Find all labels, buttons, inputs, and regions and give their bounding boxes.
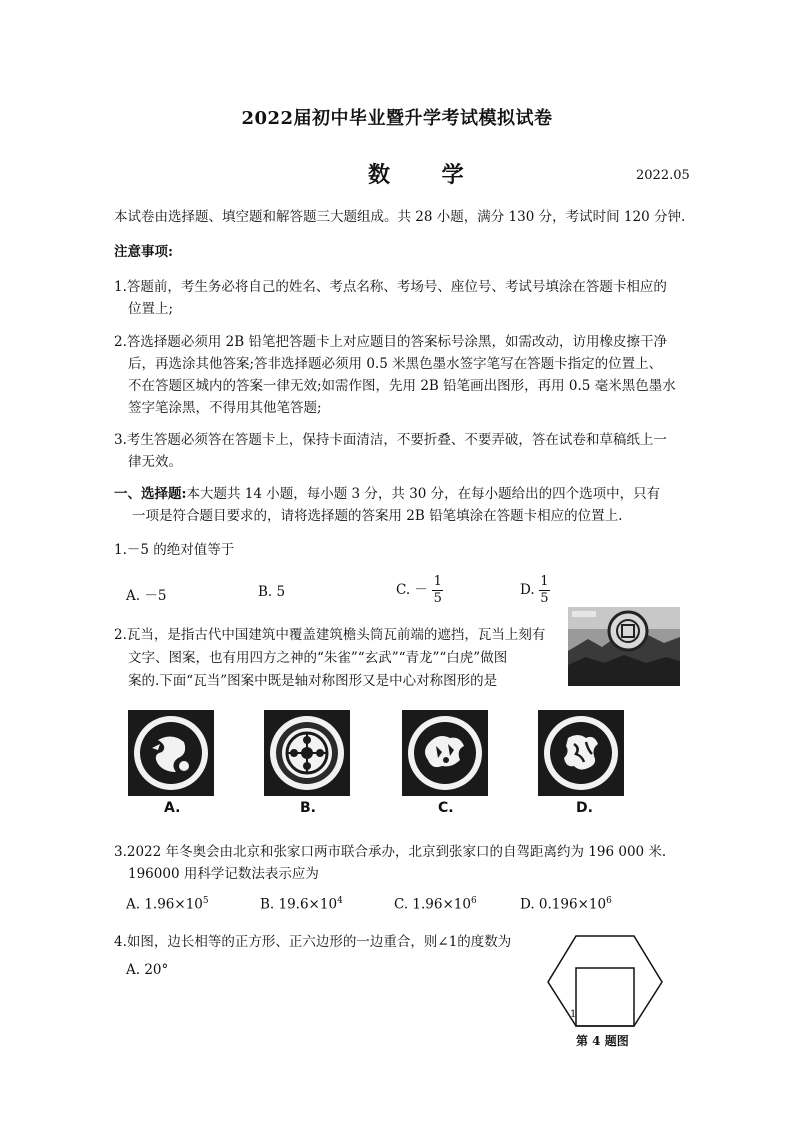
notice-item-1-line1: 1.答题前，考生务必将自己的姓名、考点名称、考场号、座位号、考试号填涂在答题卡相应的 bbox=[114, 279, 667, 295]
q3-line2: 196000 用科学记数法表示应为 bbox=[128, 866, 319, 882]
q2-line1: 2.瓦当，是指古代中国建筑中覆盖建筑檐头筒瓦前端的遮挡，瓦当上刻有 bbox=[114, 627, 546, 643]
fraction-numerator: 1 bbox=[540, 574, 549, 589]
q3-option-d bbox=[520, 896, 612, 913]
q2-line3: 案的.下面“瓦当”图案中既是轴对称图形又是中心对称图形的是 bbox=[128, 673, 498, 689]
notice-item-1-line2: 位置上; bbox=[128, 301, 174, 317]
q4-figure-caption: 第 4 题图 bbox=[576, 1034, 629, 1048]
q1-option-c bbox=[396, 574, 443, 607]
q3-option-c bbox=[394, 896, 477, 913]
q3-option-a bbox=[126, 896, 209, 913]
hexagon-square-diagram bbox=[546, 932, 664, 1028]
wadang-photo bbox=[568, 607, 680, 686]
section1-line2: 一项是符合题目要求的，请将选择题的答案用 2B 铅笔填涂在答题卡相应的位置上. bbox=[132, 508, 623, 524]
notice-heading: 注意事项: bbox=[114, 244, 173, 260]
fraction-numerator: 1 bbox=[433, 574, 442, 589]
q3-option-a-exp: 5 bbox=[202, 896, 209, 906]
tile-b bbox=[264, 710, 350, 796]
fraction-denominator: 5 bbox=[540, 591, 549, 606]
q3-line1: 3.2022 年冬奥会由北京和张家口两市联合承办，北京到张家口的自驾距离约为 196 000 米. bbox=[114, 844, 667, 860]
tile-a-image bbox=[128, 710, 214, 796]
q1-option-a: A. －5 bbox=[126, 588, 167, 604]
notice-item-2-line3: 不在答题区城内的答案一律无效;如需作图，先用 2B 铅笔画出图形，再用 0.5 毫米黑色墨水 bbox=[128, 378, 676, 394]
q1-option-c-prefix: C. － bbox=[396, 582, 428, 598]
angle-label: 1 bbox=[570, 1009, 577, 1020]
notice-item-2-line4: 签字笔涂黑，不得用其他笔答题; bbox=[128, 400, 322, 416]
fraction-denominator: 5 bbox=[433, 591, 442, 606]
tile-label-b: B. bbox=[300, 800, 316, 816]
q3-option-d-exp: 6 bbox=[606, 896, 612, 906]
tile-c bbox=[402, 710, 488, 796]
section1-line1 bbox=[114, 482, 660, 506]
q1-option-d-fraction bbox=[539, 574, 550, 607]
notice-item-3-line1: 3.考生答题必须答在答题卡上，保持卡面清洁，不要折叠、不要弄破，答在试卷和草稿纸上一 bbox=[114, 432, 667, 448]
q4-option-a: A. 20° bbox=[126, 962, 169, 978]
tile-d bbox=[538, 710, 624, 796]
exam-date: 2022.05 bbox=[636, 168, 690, 183]
exam-title: 2022届初中毕业暨升学考试模拟试卷 bbox=[241, 108, 553, 129]
q3-option-c-base: C. 1.96×10 bbox=[394, 896, 471, 913]
tile-label-c: C. bbox=[438, 800, 454, 816]
q3-option-b-base: B. 19.6×10 bbox=[260, 896, 338, 913]
tile-a bbox=[128, 710, 214, 796]
q1-option-c-fraction bbox=[432, 574, 443, 607]
q1-option-b: B. 5 bbox=[258, 584, 286, 600]
tile-b-image bbox=[264, 710, 350, 796]
q4-stem: 4.如图，边长相等的正方形、正六边形的一边重合，则∠1的度数为 bbox=[114, 934, 512, 950]
notice-item-3-line2: 律无效。 bbox=[128, 454, 182, 470]
tile-c-image bbox=[402, 710, 488, 796]
q4-figure bbox=[546, 932, 664, 1028]
tile-label-a: A. bbox=[164, 800, 181, 816]
tile-label-d: D. bbox=[576, 800, 593, 816]
notice-item-2-line1: 2.答选择题必须用 2B 铅笔把答题卡上对应题目的答案标号涂黑，如需改动，访用橡皮擦干净 bbox=[114, 334, 667, 350]
q1-option-d-prefix: D. bbox=[520, 582, 535, 598]
q3-option-c-exp: 6 bbox=[470, 896, 477, 906]
q3-option-b bbox=[260, 896, 343, 913]
q2-line2: 文字、图案，也有用四方之神的“朱雀”“玄武”“青龙”“白虎”做图 bbox=[128, 650, 508, 666]
q1-option-d bbox=[520, 574, 550, 607]
wadang-photo-image bbox=[568, 607, 680, 686]
intro-text: 本试卷由选择题、填空题和解答题三大题组成。共 28 小题，满分 130 分，考试时间 120 分钟. bbox=[114, 209, 686, 225]
tile-d-image bbox=[538, 710, 624, 796]
notice-item-2-line2: 后，再选涂其他答案;答非选择题必须用 0.5 米黑色墨水签字笔写在答题卡指定的位置上、 bbox=[128, 356, 663, 372]
section1-heading: 一、选择题: bbox=[114, 486, 187, 502]
q3-option-d-base: D. 0.196×10 bbox=[520, 896, 607, 913]
q3-option-b-exp: 4 bbox=[337, 896, 343, 906]
q1-stem: 1.－5 的绝对值等于 bbox=[114, 542, 235, 558]
subject-title: 数 学 bbox=[368, 162, 486, 188]
q3-option-a-base: A. 1.96×10 bbox=[126, 896, 203, 913]
section1-text: 本大题共 14 小题，每小题 3 分，共 30 分，在每小题给出的四个选项中，只有 bbox=[186, 486, 661, 502]
